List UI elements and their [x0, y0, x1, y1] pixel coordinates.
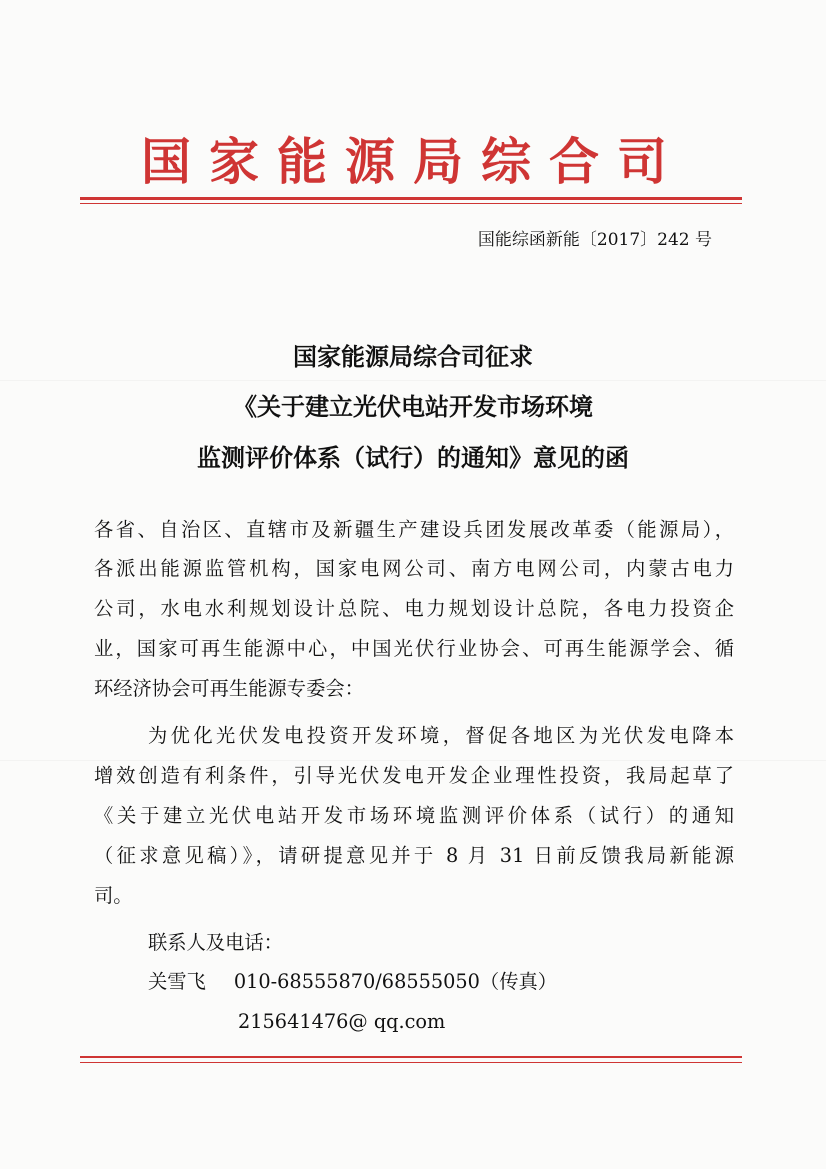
- footer-rule-thick: [80, 1056, 742, 1058]
- contact-phone: 010-68555870/68555050（传真）: [233, 970, 558, 993]
- contact-label: 联系人及电话：: [148, 931, 283, 954]
- document-title-line-3: 监测评价体系（试行）的通知》意见的函: [197, 443, 629, 472]
- paper-texture: [0, 380, 826, 381]
- letterhead-title: 国家能源局综合司: [141, 132, 685, 191]
- body-line: 《关于建立光伏电站开发市场环境监测评价体系（试行）的通知: [94, 804, 734, 827]
- contact-name: 关雪飞: [148, 970, 206, 993]
- contact-person: [148, 969, 557, 995]
- addressee-line: 各派出能源监管机构，国家电网公司、南方电网公司，内蒙古电力: [94, 557, 734, 580]
- addressee-line: 各省、自治区、直辖市及新疆生产建设兵团发展改革委（能源局），: [94, 518, 734, 541]
- addressee-line: 环经济协会可再生能源专委会：: [94, 677, 364, 700]
- document-title-line-1: 国家能源局综合司征求: [293, 342, 533, 371]
- document-number: 国能综函新能〔2017〕242 号: [477, 230, 712, 250]
- letterhead-rule-thick: [80, 197, 742, 200]
- addressee-line: 业，国家可再生能源中心，中国光伏行业协会、可再生能源学会、循: [94, 637, 734, 660]
- body-line: 司。: [94, 884, 133, 907]
- letterhead-rule-thin: [80, 203, 742, 204]
- paper-texture: [0, 760, 826, 761]
- addressee-line: 公司，水电水利规划设计总院、电力规划设计总院，各电力投资企: [94, 597, 734, 620]
- body-line: 增效创造有利条件，引导光伏发电开发企业理性投资，我局起草了: [94, 764, 734, 787]
- contact-email: 215641476@ qq.com: [238, 1010, 446, 1033]
- document-title-line-2: 《关于建立光伏电站开发市场环境: [233, 392, 593, 421]
- footer-rule-thin: [80, 1062, 742, 1063]
- body-line: 为优化光伏发电投资开发环境，督促各地区为光伏发电降本: [148, 724, 734, 747]
- body-line: （征求意见稿）》，请研提意见并于 8 月 31 日前反馈我局新能源: [94, 844, 734, 867]
